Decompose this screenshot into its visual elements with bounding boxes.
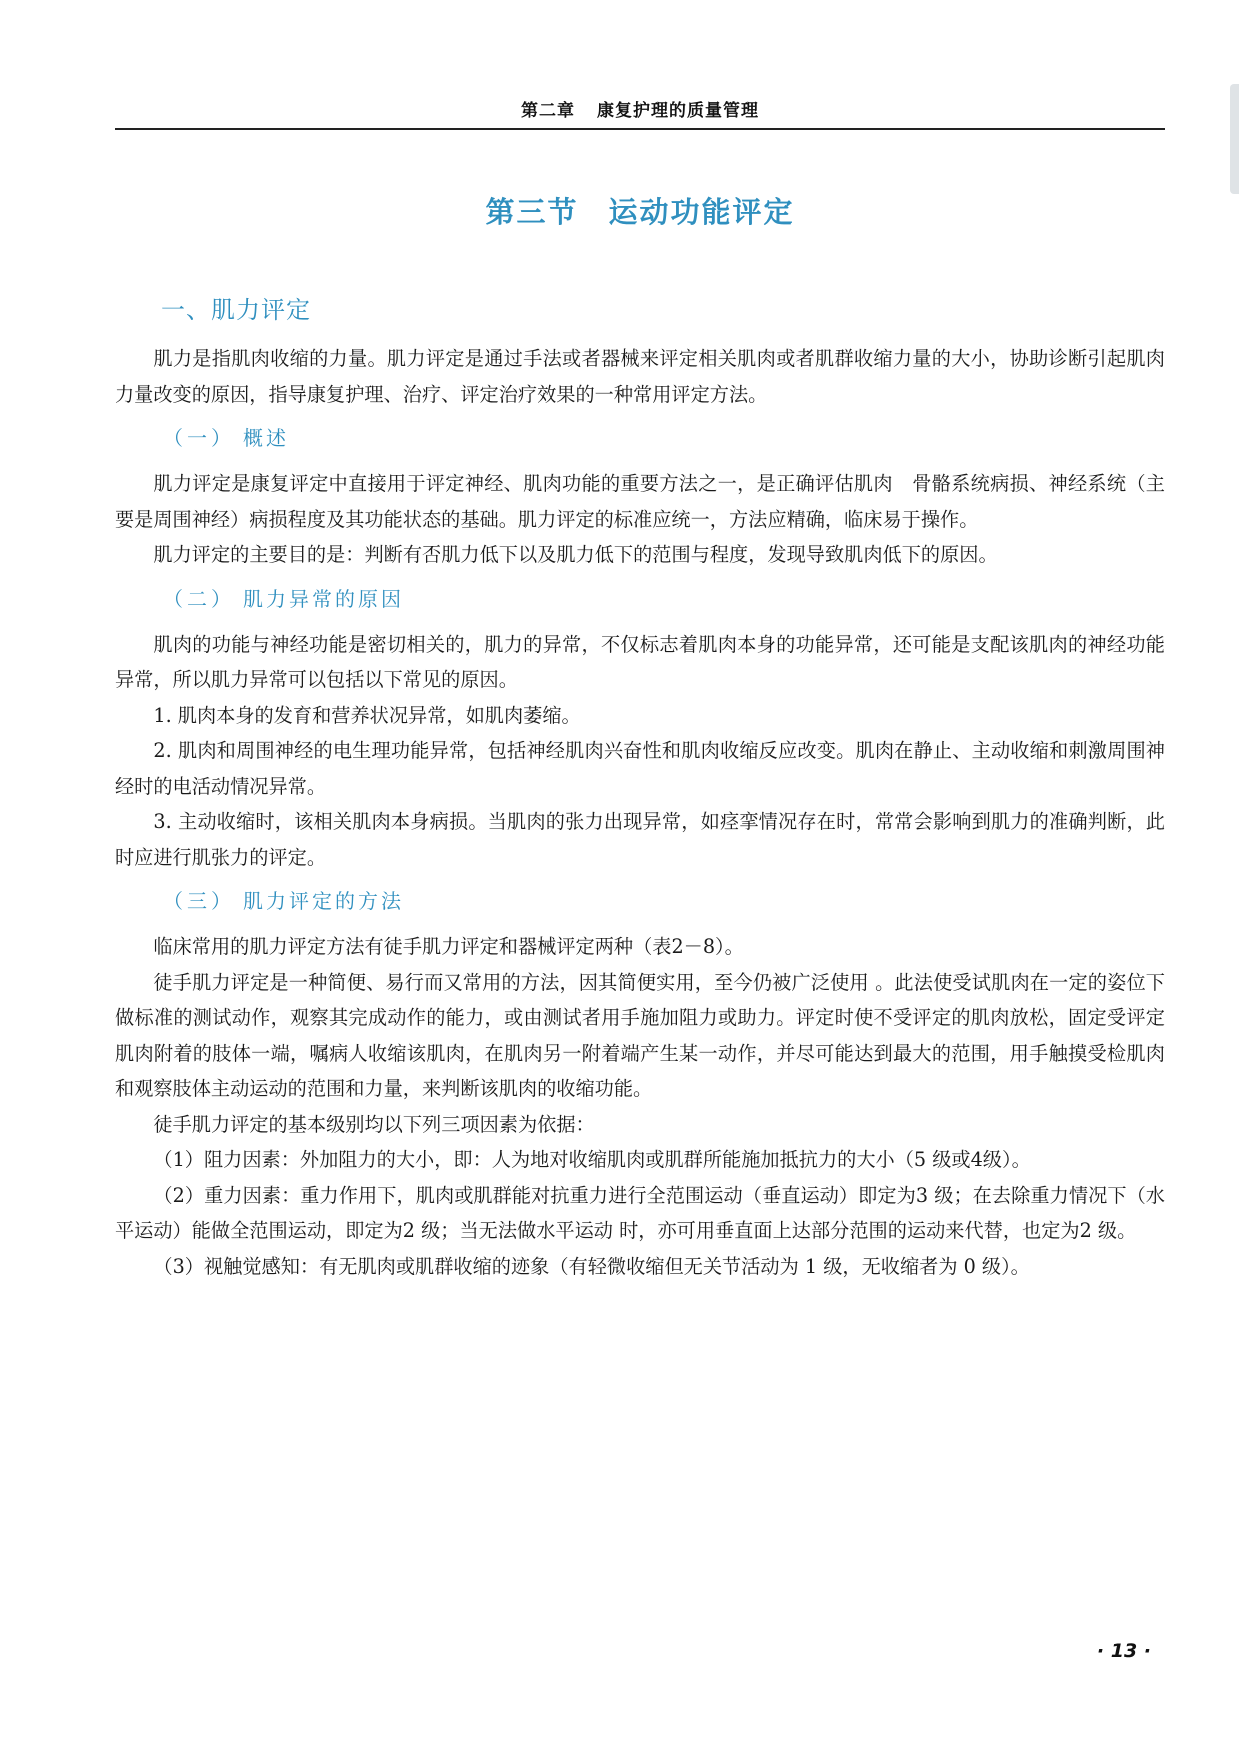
page-number: · 13 · xyxy=(1096,1640,1151,1662)
page-content xyxy=(115,290,1165,1284)
intro-paragraph: 肌力是指肌肉收缩的力量。肌力评定是通过手法或者器械来评定相关肌肉或者肌群收缩力量的大小，协助诊断引起肌肉力量改变的原因，指导康复护理、治疗、评定治疗效果的一种常用评定方法。 xyxy=(115,347,1165,406)
chapter-number: 第二章 xyxy=(521,101,575,121)
paragraph: 临床常用的肌力评定方法有徒手肌力评定和器械评定两种（表2－8）。 xyxy=(153,935,744,958)
subheading-title: 肌力异常的原因 xyxy=(243,586,404,611)
subheading-title: 肌力评定的方法 xyxy=(243,889,404,913)
running-header xyxy=(115,96,1165,121)
subheading-title: 概述 xyxy=(243,426,289,450)
paragraph: 肌力评定的主要目的是：判断有否肌力低下以及肌力低下的范围与程度，发现导致肌肉低下的原因。 xyxy=(153,543,998,566)
paragraph: 徒手肌力评定是一种简便、易行而又常用的方法，因其简便实用，至今仍被广泛使用 。此法使受试肌肉在一定的姿位下做标准的测试动作，观察其完成动作的能力，或由测试者用手施加阻力或助力。评定时使不受评定的肌肉放松，固定受评定肌肉附着的肢体一端，嘱病人收缩该肌肉，在肌肉另一附着端产生某一动作，并尽可能达到最大的范围，用手触摸受检肌肉和观察肢体主动运动的范围和力量，来判断该肌肉的收缩功能。 xyxy=(115,970,1165,1100)
page-edge-tab xyxy=(1230,84,1239,194)
list-item: 2. 肌肉和周围神经的电生理功能异常，包括神经肌肉兴奋性和肌肉收缩反应改变。肌肉在静止、主动收缩和刺激周围神经时的电活动情况异常。 xyxy=(115,739,1165,798)
subheading-abnormal-causes xyxy=(163,579,1165,619)
section-title xyxy=(115,190,1165,231)
subheading-number: （三） xyxy=(163,889,235,913)
header-rule xyxy=(115,128,1165,130)
subheading-number: （一） xyxy=(163,426,235,450)
section-number: 第三节 xyxy=(485,195,579,229)
chapter-title: 康复护理的质量管理 xyxy=(597,101,759,121)
subheading-methods xyxy=(163,881,1165,921)
list-item: （1）阻力因素：外加阻力的大小，即：人为地对收缩肌肉或肌群所能施加抵抗力的大小（5 级或4级）。 xyxy=(153,1148,1031,1171)
list-item: （2）重力因素：重力作用下，肌肉或肌群能对抗重力进行全范围运动（垂直运动）即定为3 级；在去除重力情况下（水平运动）能做全范围运动，即定为2 级；当无法做水平运动 时，亦可用垂直面上达部分范围的运动来代替，也定为2 级。 xyxy=(115,1183,1165,1242)
subheading-overview xyxy=(163,418,1165,458)
section-name: 运动功能评定 xyxy=(608,195,795,229)
paragraph: 肌肉的功能与神经功能是密切相关的，肌力的异常，不仅标志着肌肉本身的功能异常，还可能是支配该肌肉的神经功能异常，所以肌力异常可以包括以下常见的原因。 xyxy=(115,632,1165,691)
subheading-number: （二） xyxy=(163,586,235,611)
paragraph: 徒手肌力评定的基本级别均以下列三项因素为依据： xyxy=(153,1112,595,1136)
heading-muscle-strength: 一、肌力评定 xyxy=(161,296,311,324)
list-item: 1. 肌肉本身的发育和营养状况异常，如肌肉萎缩。 xyxy=(153,703,581,727)
list-item: 3. 主动收缩时，该相关肌肉本身病损。当肌肉的张力出现异常，如痉挛情况存在时，常常会影响到肌力的准确判断，此时应进行肌张力的评定。 xyxy=(115,810,1165,869)
paragraph: 肌力评定是康复评定中直接用于评定神经、肌肉功能的重要方法之一，是正确评估肌肉 骨骼系统病损、神经系统（主要是周围神经）病损程度及其功能状态的基础。肌力评定的标准应统一，方法应精确，临床易于操作。 xyxy=(115,472,1165,531)
list-item: （3）视触觉感知：有无肌肉或肌群收缩的迹象（有轻微收缩但无关节活动为 1 级，无收缩者为 0 级）。 xyxy=(153,1254,1030,1278)
